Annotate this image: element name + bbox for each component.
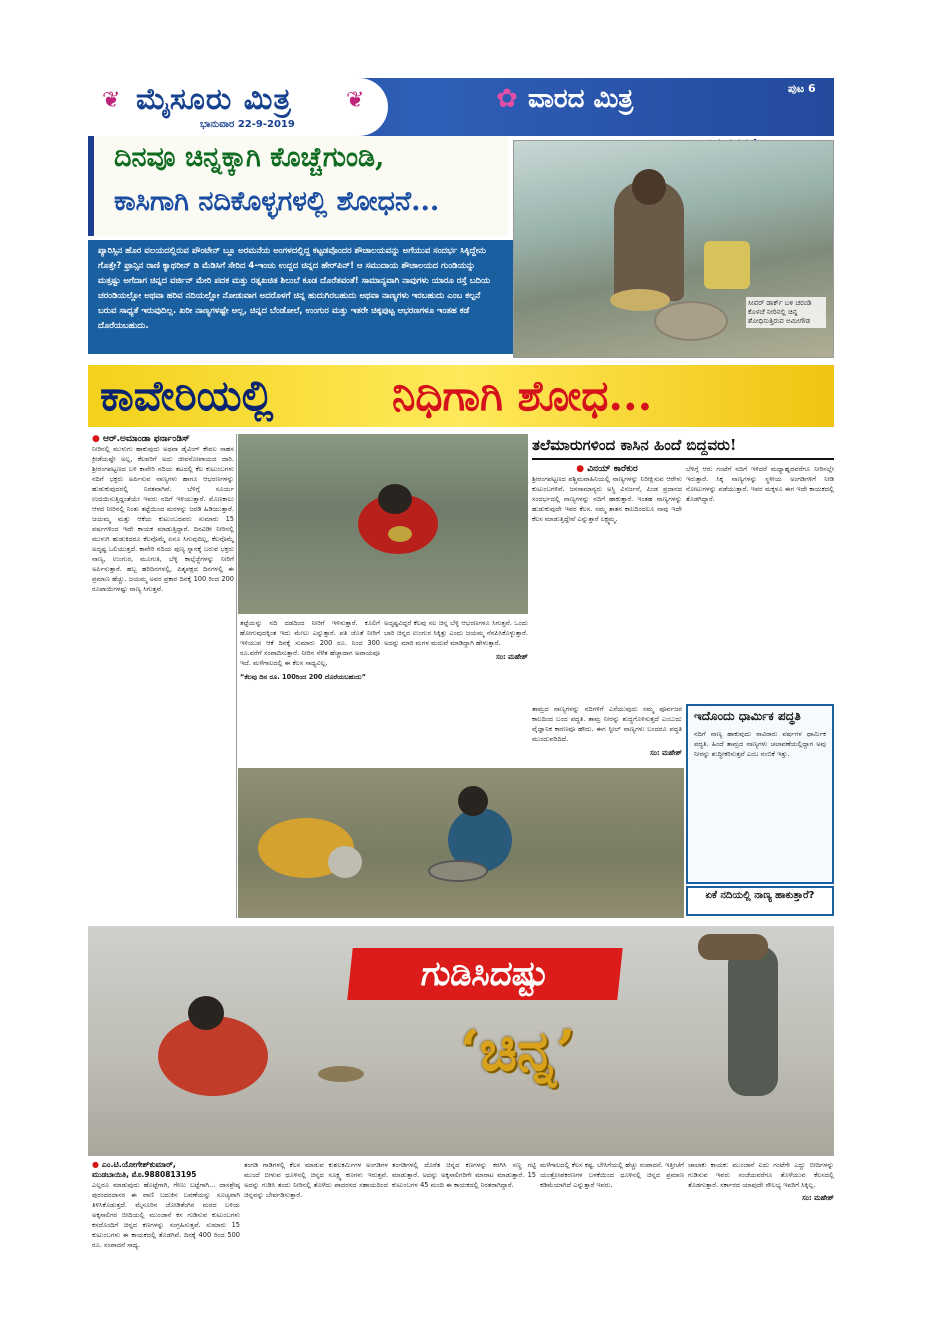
- bullet-icon-3: ●: [92, 1160, 102, 1169]
- cauvery-body-2: ತಟ್ಟೆಯನ್ನು ನದಿ ದಡದಿಂದ ನೀರಿಗೆ ಇಳಿಸುತ್ತಾರೆ. ಕೂಲಿಗೆ ಹೋಗುವುದಕ್ಕಿಂತ ಇದು ಮೇಲು ಎನ್ನುತ್ತಾರೆ. ಪತಿ ಜೊತೆ ನೀರಿಗೆ ಇಳಿಯುವ ಆಕೆ ದಿನಕ್ಕೆ ಸುಮಾರು 200 ರೂ. ನಿಂದ 300 ರೂ.ವರೆಗೆ ಸಂಪಾದಿಸುತ್ತಾರೆ. ನೀರಿನ ಸೆಳೆತ ಹೆಚ್ಚಾದಾಗ ಅಪಾಯವೂ ಇದೆ. ಮಳೆಗಾಲದಲ್ಲಿ ಈ ಕೆಲಸ ಸಾಧ್ಯವಿಲ್ಲ.: [240, 619, 380, 667]
- side-story-body-1: ಶ್ರೀರಂಗಪಟ್ಟಣದ ಪಶ್ಚಿಮವಾಹಿನಿಯಲ್ಲಿ ನಾಣ್ಯಗಳನ್ನು ನಿರೀಕ್ಷಿಸುವ ಆರೇಳು ಕುಟುಂಬಗಳಿವೆ. ಜನಸಾಮಾನ್ಯರು ಅಸ್ಥಿ ವಿಸರ್ಜನೆ, ಪಿಂಡ ಪ್ರದಾನದ ಸಂದರ್ಭದಲ್ಲಿ ನಾಣ್ಯಗಳನ್ನು ನದಿಗೆ ಹಾಕುತ್ತಾರೆ. ಇಂತಹ ನಾಣ್ಯಗಳನ್ನು ಹುಡುಕುವುದೇ ಇವರ ಕೆಲಸ. ನಮ್ಮ ತಾತನ ಕಾಲದಿಂದಲೂ ನಾವು ಇದೇ ಕೆಲಸ ಮಾಡುತ್ತಿದ್ದೇವೆ ಎನ್ನುತ್ತಾರೆ ಲಕ್ಷ್ಮಮ್ಮ.: [532, 475, 682, 523]
- religious-practice-box: [686, 704, 834, 884]
- gold-body-1: ಎಲ್ಲರೂ ಮಾಡುವುದು ಹೊಟ್ಟೆಗಾಗಿ, ಗೇಣು ಬಟ್ಟೆಗಾಗಿ... ದಾಸಶ್ರೇಷ್ಠ ಪುರಂದರದಾಸರ ಈ ವಾಣಿ ಬದುಕಿನ ಬವಣೆಯನ್ನು ಸೂಚ್ಯವಾಗಿ ತಿಳಿಸಿಕೊಡುತ್ತದೆ. ಮೈಸೂರಿನ ಜೋಡಿತೆಂಗಿನ ಮರದ ಬಳಿಯ ಅಕ್ಕಸಾಲಿಗರ ಬೀದಿಯಲ್ಲಿ ಮುಂಜಾನೆ ಕಸ ಗುಡಿಸುವ ಕುಟುಂಬಗಳು ಕಸದೊಂದಿಗೆ ಚಿನ್ನದ ಕಣಗಳನ್ನು ಸಂಗ್ರಹಿಸುತ್ತವೆ. ಸುಮಾರು 15 ಕುಟುಂಬಗಳು ಈ ಕಾಯಕದಲ್ಲಿ ತೊಡಗಿವೆ. ದಿನಕ್ಕೆ 400 ರಿಂದ 500 ರೂ. ಸಂಪಾದನೆ ಸಾಧ್ಯ.: [92, 1181, 240, 1249]
- why-body: ತಾಮ್ರದ ನಾಣ್ಯಗಳನ್ನು ನದಿಗಳಿಗೆ ಎಸೆಯುವುದು ನಮ್ಮ ಪೂರ್ವಜರ ಕಾಲದಿಂದ ಬಂದ ಪದ್ಧತಿ. ತಾಮ್ರ ನೀರನ್ನು ಶುದ್ಧಗೊಳಿಸುತ್ತದೆ ಎಂಬುದು ವೈಜ್ಞಾನಿಕ ಕಾರಣವೂ ಹೌದು. ಈಗ ಸ್ಟೀಲ್ ನಾಣ್ಯಗಳು ಬಂದರೂ ಪದ್ಧತಿ ಮುಂದುವರಿದಿದೆ.: [532, 705, 682, 743]
- gold-body-2: ತಂಗಡಿ ಗಾಡಿಗಳಲ್ಲಿ ಕೆಲಸ ಮಾಡುವ ಕುಶಲಕರ್ಮಿಗಳ ಅಂಗಡಿಗಳ ಮುಂದೆ ಬೀಳುವ ಧೂಳಿನಲ್ಲಿ ಚಿನ್ನದ ಸೂಕ್ಷ್ಮ ಕಣಗಳು ಇರುತ್ತವೆ. ಅದನ್ನು ಗುಡಿಸಿ ತಂದು ನೀರಿನಲ್ಲಿ ತೊಳೆದು ಪಾದರಸದ ಸಹಾಯದಿಂದ ಚಿನ್ನವನ್ನು ಬೇರ್ಪಡಿಸುತ್ತಾರೆ.: [244, 1161, 388, 1199]
- gold-photo-credit: ಸಂ: ಮಹೇಶ್: [802, 1194, 834, 1202]
- gold-byline-contact: [92, 1170, 240, 1180]
- dust-pan: [318, 1066, 364, 1082]
- religious-box-title: ಇದೊಂದು ಧಾರ್ಮಿಕ ಪದ್ಧತಿ: [694, 709, 801, 723]
- river-photo-woman-diving: [238, 434, 528, 614]
- newspaper-page: [88, 78, 834, 1300]
- why-coins-box: ಏಕೆ ನದಿಯಲ್ಲಿ ನಾಣ್ಯ ಹಾಕುತ್ತಾರೆ?: [686, 886, 834, 916]
- side-story-column-3: [532, 704, 682, 904]
- cauvery-column-3: [384, 618, 528, 768]
- side-story-byline: [532, 464, 682, 474]
- gold-byline: [92, 1160, 240, 1170]
- cauvery-body-1: ನೀರಿನಲ್ಲಿ ಮುಳುಗು ಹಾಕುವುದು ಅಥವಾ ಡೈವಿಂಗ್ ಕೇವಲ ಸಾಹಸ ಕ್ರೀಡೆಯಷ್ಟೇ ಅಲ್ಲ, ಕೆಲವರಿಗೆ ಅದು ಜೀವನೋಪಾಯದ ದಾರಿ. ಶ್ರೀರಂಗಪಟ್ಟಣದ ಬಳಿ ಕಾವೇರಿ ನದಿಯ ತಟದಲ್ಲಿ ಕೆಲ ಕುಟುಂಬಗಳು ನದಿಗೆ ಭಕ್ತರು ಅರ್ಪಿಸುವ ನಾಣ್ಯಗಳು ಹಾಗೂ ಆಭರಣಗಳನ್ನು ಹುಡುಕುವುದರಲ್ಲಿ ನಿರತವಾಗಿವೆ. ಬೆಳಿಗ್ಗೆ ಸೂರ್ಯ ಉದಯಿಸುತ್ತಿದ್ದಂತೆಯೇ ಇವರು ನದಿಗೆ ಇಳಿಯುತ್ತಾರೆ. ಮೊಣಕಾಲು ಆಳದ ನೀರಿನಲ್ಲಿ ನಿಂತು ತಟ್ಟೆಯಿಂದ ಮರಳನ್ನು ಜರಡಿ ಹಿಡಿಯುತ್ತಾರೆ. ಜಯಮ್ಮ ಮತ್ತು ಆಕೆಯ ಕುಟುಂಬದವರು ಸುಮಾರು 15 ವರ್ಷಗಳಿಂದ ಇದೇ ಕಾಯಕ ಮಾಡುತ್ತಿದ್ದಾರೆ. ದಿನವಿಡೀ ನೀರಿನಲ್ಲಿ ಮುಳುಗಿ ಹುಡುಕಿದರೂ ಕೆಲವೊಮ್ಮೆ ಏನೂ ಸಿಗುವುದಿಲ್ಲ, ಕೆಲವೊಮ್ಮೆ ಅದೃಷ್ಟ ಒಲಿಯುತ್ತದೆ. ಕಾವೇರಿ ನದಿಯ ಪುಣ್ಯ ಸ್ನಾನಕ್ಕೆ ಬರುವ ಭಕ್ತರು ನಾಣ್ಯ, ಉಂಗುರ, ಮೂಗುತಿ, ಬೆಳ್ಳಿ ಕಾಲ್ಗೆಜ್ಜೆಗಳನ್ನು ನೀರಿಗೆ ಅರ್ಪಿಸುತ್ತಾರೆ. ಹಬ್ಬ ಹರಿದಿನಗಳಲ್ಲಿ, ಪಿತೃಪಕ್ಷದ ದಿನಗಳಲ್ಲಿ ಈ ಪ್ರಮಾಣ ಹೆಚ್ಚು. ಜಯಮ್ಮ ಅವರ ಪ್ರಕಾರ ದಿನಕ್ಕೆ 100 ರಿಂದ 200 ರೂಪಾಯಿಗಳಷ್ಟು ನಾಣ್ಯ ಸಿಗುತ್ತವೆ.: [92, 445, 234, 593]
- gold-column-5: [688, 1160, 834, 1296]
- cauvery-photo-credit: ಸಂ: ಮಹೇಶ್: [496, 653, 528, 661]
- woman-head: [378, 484, 412, 514]
- sewer-search-photo: [513, 140, 834, 358]
- flourish-left-icon: ❦: [102, 88, 121, 113]
- religious-box-body: ನದಿಗೆ ನಾಣ್ಯ ಹಾಕುವುದು ಸಾವಿರಾರು ವರ್ಷಗಳ ಧಾರ್ಮಿಕ ಪದ್ಧತಿ. ಹಿಂದೆ ತಾಮ್ರದ ನಾಣ್ಯಗಳು ಚಲಾವಣೆಯಲ್ಲಿದ್ದಾಗ ಅವು ನೀರನ್ನು ಶುದ್ಧೀಕರಿಸುತ್ತವೆ ಎಂಬ ನಂಬಿಕೆ ಇತ್ತು.: [694, 730, 826, 758]
- gold-column-1: [92, 1160, 240, 1296]
- gold-body-5: ಚಾಲಾಕು ಕಾಯಕ: ಮುಂಜಾನೆ ಐದು ಗಂಟೆಗೇ ಎದ್ದು ಬೀದಿಗಳನ್ನು ಗುಡಿಸುವ ಇವರು ಸಂಜೆಯವರೆಗೂ ತೊಳೆಯುವ ಕೆಲಸದಲ್ಲಿ ತೊಡಗುತ್ತಾರೆ. ಸರ್ಕಾರದ ಯಾವುದೇ ಸೌಲಭ್ಯ ಇವರಿಗೆ ಸಿಕ್ಕಿಲ್ಲ.: [688, 1161, 834, 1189]
- cauvery-byline-text: ಆರ್.ಅಮಾಂಡಾ ಫರ್ನಾಂಡಿಸ್: [103, 434, 190, 444]
- man-carrying-load: [728, 946, 778, 1096]
- lotus-icon: ✿: [496, 84, 518, 114]
- column-divider: [236, 434, 237, 918]
- gold-byline-place: ಮುಡಬಾಯಿತಿ,: [92, 1170, 129, 1179]
- cauvery-column-1: [92, 434, 234, 904]
- woman-grey-hair: [328, 846, 362, 878]
- cauvery-byline: [92, 434, 234, 444]
- bullet-icon: ●: [92, 434, 103, 444]
- top-headline-line2: ಕಾಸಿಗಾಗಿ ನದಿಕೊಳ್ಳಗಳಲ್ಲಿ ಶೋಧನೆ...: [114, 186, 440, 217]
- side-story-column-2: [686, 464, 834, 700]
- panning-tray: [428, 860, 488, 882]
- newspaper-title: ಮೈಸೂರು ಮಿತ್ರ: [136, 82, 292, 117]
- pan-in-water: [388, 526, 412, 542]
- top-headline-block: [88, 136, 508, 236]
- pan-right: [654, 301, 728, 341]
- gold-column-2: [244, 1160, 388, 1296]
- gold-byline-phone: ಮೊ.9880813195: [131, 1170, 197, 1179]
- side-story-byline-text: ವಿನಯ್ ಕಾರೆಕುರ: [587, 464, 638, 474]
- issue-date: ಭಾನುವಾರ 22-9-2019: [200, 119, 295, 130]
- supplement-title: ವಾರದ ಮಿತ್ರ: [528, 84, 634, 114]
- gold-column-3: [392, 1160, 536, 1296]
- masthead-title-panel: [88, 78, 388, 136]
- bullet-icon-2: ●: [576, 464, 588, 474]
- cauvery-quote: “ಕೆಲವು ದಿನ ರೂ. 100ರಿಂದ 200 ದೊರೆಯಬಹುದು”: [240, 673, 366, 681]
- sweeper-woman-head: [188, 996, 224, 1030]
- load-on-shoulder: [698, 934, 768, 960]
- gold-dust-photo-band: [88, 926, 834, 1156]
- photo-caption: ಸೀವರ್ ಡಾರ್ಕ್ ಬಳಿ ಚರಂಡಿ ಕೊಳಚೆ ನೀರಿನಲ್ಲಿ ಚಿನ್ನ ಶೋಧಿಸುತ್ತಿರುವ ಅಮೀಗೌಡ: [746, 297, 826, 328]
- cauvery-headline-part1: ಕಾವೇರಿಯಲ್ಲಿ: [100, 371, 274, 420]
- gold-headline: ಗುಡಿಸಿದಷ್ಟು: [347, 948, 622, 1000]
- man-head: [632, 169, 666, 205]
- side-story-column-1: [532, 464, 682, 700]
- cauvery-headline-part2: ನಿಧಿಗಾಗಿ ಶೋಧ...: [392, 371, 653, 420]
- woman-head-2: [458, 786, 488, 816]
- gold-word: ‘ಚಿನ್ನ’: [460, 1018, 576, 1084]
- masthead: [88, 78, 834, 136]
- side-story-headline: ತಲೆಮಾರುಗಳಿಂದ ಕಾಸಿನ ಹಿಂದೆ ಬಿದ್ದವರು!: [532, 436, 834, 460]
- side-story-photo-credit: ಸಂ: ಮಹೇಶ್: [650, 749, 682, 757]
- gold-column-4: [540, 1160, 684, 1296]
- cauvery-headline-band: [88, 365, 834, 427]
- yellow-bag: [704, 241, 750, 289]
- page-number: ಪುಟ 6: [788, 82, 816, 95]
- top-headline-line1: ದಿನವೂ ಚಿನ್ನಕ್ಕಾಗಿ ಕೊಚ್ಚೆಗುಂಡಿ,: [114, 142, 385, 173]
- flourish-right-icon: ❦: [346, 88, 365, 113]
- side-story-body-2: ಬೆಳಿಗ್ಗೆ ಆರು ಗಂಟೆಗೆ ನದಿಗೆ ಇಳಿದರೆ ಮಧ್ಯಾಹ್ನದವರೆಗೂ ನೀರಿನಲ್ಲೇ ಇರುತ್ತಾರೆ. ಸಿಕ್ಕ ನಾಣ್ಯಗಳನ್ನು ಸ್ಥಳೀಯ ಅಂಗಡಿಗಳಿಗೆ ನೀಡಿ ನೋಟುಗಳನ್ನು ಪಡೆಯುತ್ತಾರೆ. ಇವರ ಮಕ್ಕಳೂ ಈಗ ಇದೇ ಕಾಯಕದಲ್ಲಿ ತೊಡಗಿದ್ದಾರೆ.: [686, 465, 834, 503]
- gold-byline-name: ಎಂ.ಟಿ.ಯೋಗೇಶ್‌ಕುಮಾರ್,: [101, 1160, 176, 1169]
- gold-body-3: ತಂಗಡಿಗಳಲ್ಲಿ ದೊರೆತ ಚಿನ್ನದ ಕಣಗಳನ್ನು ಕರಗಿಸಿ ಸಣ್ಣ ಗಟ್ಟಿ ಮಾಡುತ್ತಾರೆ. ಅದನ್ನು ಅಕ್ಕಸಾಲಿಗರಿಗೇ ಮಾರಾಟ ಮಾಡುತ್ತಾರೆ. 15 ಕುಟುಂಬಗಳ 45 ಮಂದಿ ಈ ಕಾಯಕದಲ್ಲಿ ನಿರತರಾಗಿದ್ದಾರೆ.: [392, 1161, 536, 1189]
- gold-body-4: ಮಳೆಗಾಲದಲ್ಲಿ ಕೆಲಸ ಕಷ್ಟ. ಬೇಸಿಗೆಯಲ್ಲಿ ಹೆಚ್ಚು ಸಂಪಾದನೆ. ಇತ್ತೀಚೆಗೆ ಯಂತ್ರೋಪಕರಣಗಳ ಬಳಕೆಯಿಂದ ಧೂಳಿನಲ್ಲಿ ಚಿನ್ನದ ಪ್ರಮಾಣ ಕಡಿಮೆಯಾಗಿದೆ ಎನ್ನುತ್ತಾರೆ ಇವರು.: [540, 1161, 684, 1189]
- cauvery-column-2: [240, 618, 380, 768]
- intro-paragraph: ಪ್ಯಾರಿಸ್ಸಿನ ಹೊರ ವಲಯದಲ್ಲಿರುವ ಪೌಂಟೇನ್ ಬ್ಲೂ ಅರಮನೆಯ ಅಂಗಳದಲ್ಲಿದ್ದ ಕಟ್ಟಡವೊಂದರ ಶೌಚಾಲಯವನ್ನು ಅಗೆಯುವ ಸಂದರ್ಭ ಸಿಕ್ಕಿದ್ದೇನು ಗೊತ್ತೇ? ಫ್ರಾನ್ಸಿನ ರಾಣಿ ಕ್ಯಾಥರೀನ್ ಡಿ ಮೆಡಿಸಿಗೆ ಸೇರಿದ 4-ಇಂಚು ಉದ್ದದ ಚಿನ್ನದ ಹೇರ್‌ಪಿನ್! ಆ ಸಮುದಾಯ ಶೌಚಾಲಯದ ಗುಂಡಿಯನ್ನು ಮತ್ತಷ್ಟು ಅಗೆದಾಗ ಚಿನ್ನದ ವರ್ಜಿನ್ ಮೇರಿ ಪದಕ ಮತ್ತು ರತ್ನಖಚಿತ ಶಿಲುಬೆ ಕೂಡ ದೊರೆತವಂತೆ! ಸಾಮಾನ್ಯವಾಗಿ ನಾವುಗಳು ಯಾರೂ ರಸ್ತೆ ಬದಿಯ ಚರಂಡಿಯಲ್ಲೋ ಅಥವಾ ಹರಿವ ನದಿಯಲ್ಲೋ ನೋಡುವಾಗ ಅದರೊಳಗೆ ಚಿನ್ನ ಹುದುಗಿರಬಹುದು ಅಥವಾ ನಾಣ್ಯಗಳು ಇರಬಹುದು ಎಂಬ ಕಲ್ಪನೆ ಬರುವ ಸಾಧ್ಯತೆ ಇರುವುದಿಲ್ಲ. ಖರೀ ನಾಣ್ಯಗಳಷ್ಟೇ ಅಲ್ಲ, ಚಿನ್ನದ ಬೆಂಡೋಲೆ, ಉಂಗುರ ಮತ್ತು ಇತರೇ ಚಿಕ್ಕಪುಟ್ಟ ಆಭರಣಗಳೂ ಇಂತಹ ಕಡೆ ದೊರೆಯಬಹುದು.: [88, 240, 513, 354]
- cauvery-body-3: ಅದೃಷ್ಟವಿದ್ದರೆ ಕೆಲವು ಸಲ ಚಿನ್ನ ಬೆಳ್ಳಿ ಆಭರಣಗಳೂ ಸಿಗುತ್ತವೆ. ಒಂದು ಬಾರಿ ಚಿನ್ನದ ಉಂಗುರ ಸಿಕ್ಕಿತ್ತು ಎಂದು ಜಯಮ್ಮ ನೆನಪಿಸಿಕೊಳ್ಳುತ್ತಾರೆ. ಅದನ್ನು ಮಾರಿ ಮಗಳ ಮದುವೆ ಮಾಡಿದ್ದಾಗಿ ಹೇಳುತ್ತಾರೆ.: [384, 619, 528, 647]
